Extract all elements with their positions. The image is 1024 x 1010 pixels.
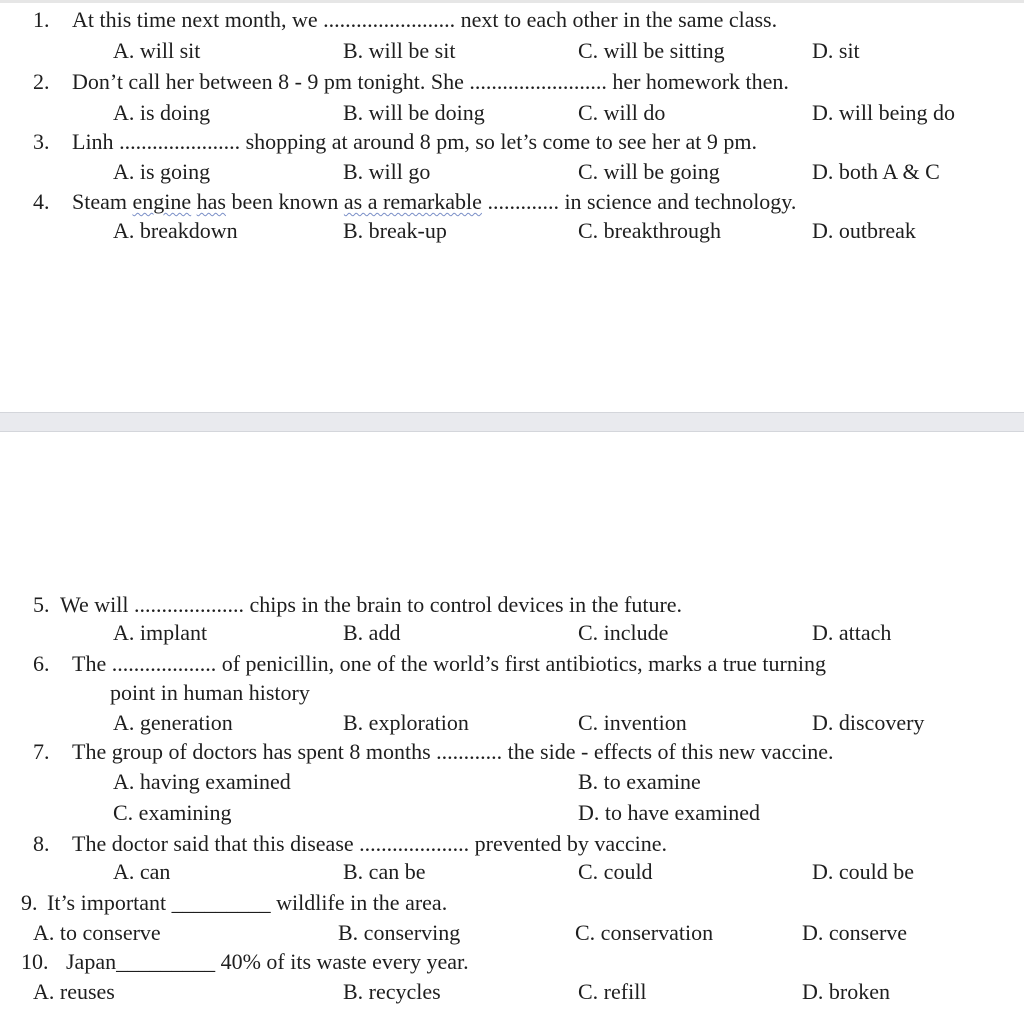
- option-b[interactable]: B. will be sit: [343, 38, 456, 63]
- answer-blank[interactable]: _________: [116, 949, 216, 974]
- question-number: 7.: [33, 739, 50, 764]
- answer-blank[interactable]: ....................: [134, 592, 244, 617]
- question-number: 4.: [33, 189, 50, 214]
- spellcheck-word: engine: [132, 189, 192, 214]
- option-b[interactable]: B. will go: [343, 159, 431, 184]
- option-b[interactable]: B. conserving: [338, 920, 461, 945]
- option-b[interactable]: B. add: [343, 620, 401, 645]
- question-number: 10.: [21, 949, 49, 974]
- option-d[interactable]: D. to have examined: [578, 800, 761, 825]
- option-c[interactable]: C. conservation: [575, 920, 714, 945]
- question-number: 6.: [33, 651, 50, 676]
- answer-blank[interactable]: ....................: [359, 831, 470, 856]
- answer-blank[interactable]: .............: [481, 189, 559, 214]
- answer-blank[interactable]: ...................: [111, 651, 217, 676]
- option-c[interactable]: C. refill: [578, 979, 647, 1004]
- option-a[interactable]: A. reuses: [33, 979, 115, 1004]
- option-d[interactable]: D. discovery: [812, 710, 925, 735]
- option-c[interactable]: C. breakthrough: [578, 218, 721, 243]
- question-number: 8.: [33, 831, 50, 856]
- option-a[interactable]: A. implant: [113, 620, 208, 645]
- question-number: 9.: [21, 890, 38, 915]
- answer-blank[interactable]: ........................: [323, 7, 456, 32]
- question-number: 1.: [33, 7, 50, 32]
- answer-blank[interactable]: ............: [436, 739, 503, 764]
- option-d[interactable]: D. sit: [812, 38, 860, 63]
- option-c[interactable]: C. include: [578, 620, 669, 645]
- option-c[interactable]: C. will be going: [578, 159, 720, 184]
- option-d[interactable]: D. both A & C: [812, 159, 940, 184]
- question-stem-continuation: point in human history: [110, 680, 310, 705]
- option-d[interactable]: D. conserve: [802, 920, 908, 945]
- answer-blank[interactable]: _________: [171, 890, 271, 915]
- option-a[interactable]: A. generation: [113, 710, 233, 735]
- option-c[interactable]: C. invention: [578, 710, 687, 735]
- option-a[interactable]: A. breakdown: [113, 218, 238, 243]
- option-d[interactable]: D. broken: [802, 979, 890, 1004]
- option-b[interactable]: B. can be: [343, 859, 426, 884]
- question-stem: Japan_________ 40% of its waste every year.: [66, 949, 469, 974]
- option-a[interactable]: A. is doing: [113, 100, 211, 125]
- question-stem: Steam engine has been known as a remarkable ............. in science and technology.: [72, 189, 797, 214]
- question-stem: Linh ...................... shopping at around 8 pm, so let’s come to see her at 9 pm.: [72, 129, 757, 154]
- question-stem: We will .................... chips in the brain to control devices in the future.: [60, 592, 683, 617]
- question-number: 2.: [33, 69, 50, 94]
- spellcheck-word: has: [196, 189, 226, 214]
- question-stem: The group of doctors has spent 8 months ............ the side - effects of this new vaccine.: [72, 739, 834, 764]
- question-stem: It’s important _________ wildlife in the area.: [47, 890, 448, 915]
- option-a[interactable]: A. is going: [113, 159, 211, 184]
- option-c[interactable]: C. examining: [113, 800, 232, 825]
- option-a[interactable]: A. can: [113, 859, 171, 884]
- option-d[interactable]: D. outbreak: [812, 218, 916, 243]
- option-b[interactable]: B. will be doing: [343, 100, 485, 125]
- option-b[interactable]: B. recycles: [343, 979, 441, 1004]
- answer-blank[interactable]: ......................: [119, 129, 241, 154]
- option-d[interactable]: D. attach: [812, 620, 892, 645]
- option-a[interactable]: A. having examined: [113, 769, 291, 794]
- question-number: 3.: [33, 129, 50, 154]
- option-a[interactable]: A. will sit: [113, 38, 201, 63]
- question-stem: The doctor said that this disease .................... prevented by vaccine.: [72, 831, 668, 856]
- question-stem: Don’t call her between 8 - 9 pm tonight. She ......................... her homework then.: [72, 69, 789, 94]
- page-break-gap: [0, 412, 1024, 432]
- question-number: 5.: [33, 592, 50, 617]
- option-c[interactable]: C. will do: [578, 100, 666, 125]
- question-stem: The ................... of penicillin, one of the world’s first antibiotics, marks a true turning: [72, 651, 826, 676]
- question-stem: At this time next month, we ........................ next to each other in the same class.: [72, 7, 778, 32]
- option-d[interactable]: D. will being do: [812, 100, 955, 125]
- option-c[interactable]: C. will be sitting: [578, 38, 725, 63]
- answer-blank[interactable]: .........................: [469, 69, 607, 94]
- option-b[interactable]: B. to examine: [578, 769, 701, 794]
- option-b[interactable]: B. exploration: [343, 710, 469, 735]
- option-d[interactable]: D. could be: [812, 859, 915, 884]
- option-b[interactable]: B. break-up: [343, 218, 447, 243]
- option-c[interactable]: C. could: [578, 859, 653, 884]
- option-a[interactable]: A. to conserve: [33, 920, 161, 945]
- spellcheck-phrase: as a remarkable: [343, 189, 482, 214]
